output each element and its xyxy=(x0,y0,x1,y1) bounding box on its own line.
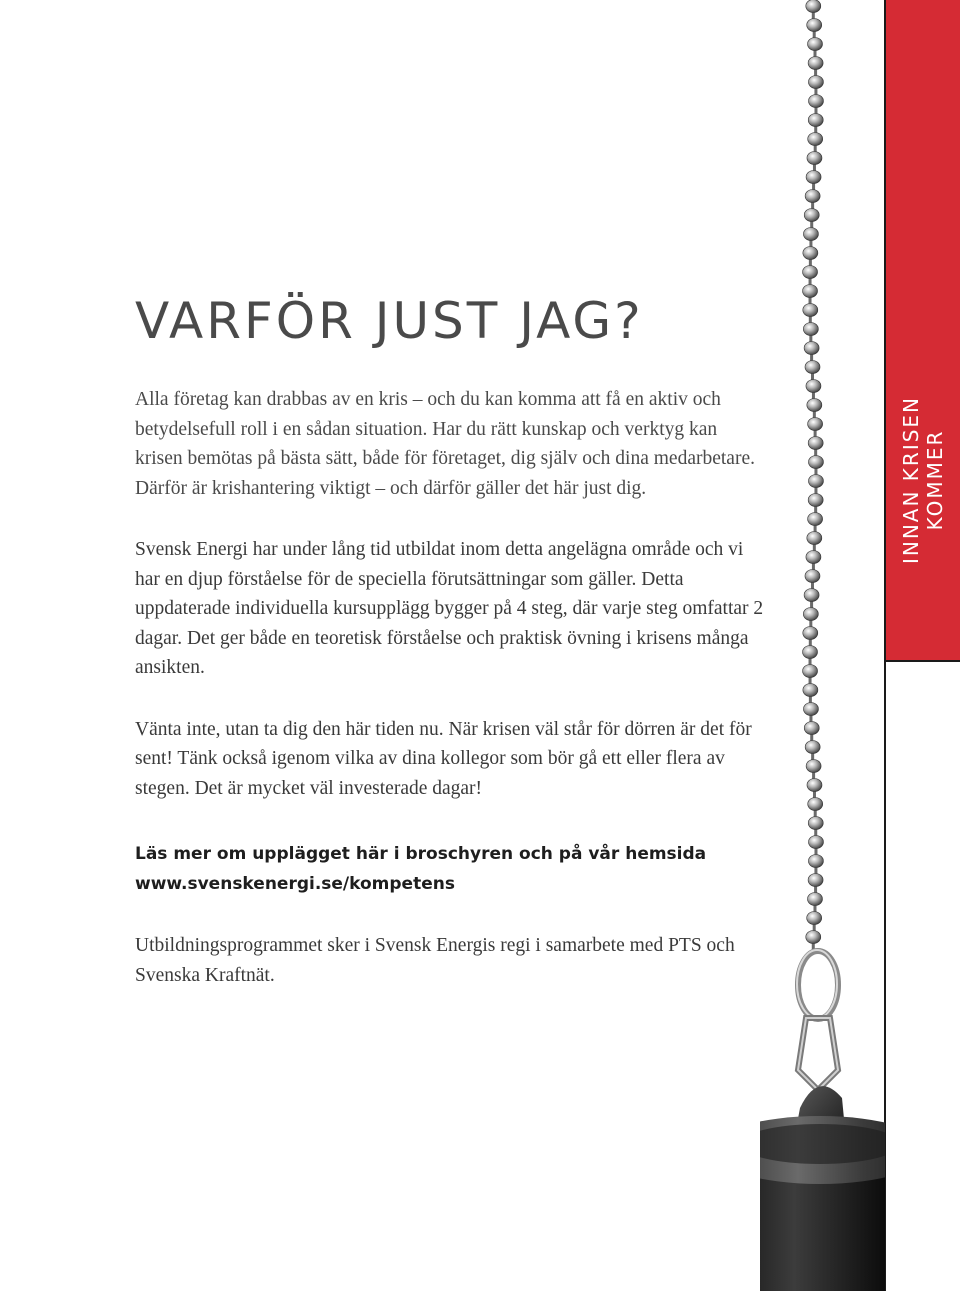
vanta-inte-paragraph: Vänta inte, utan ta dig den här tiden nu. När krisen väl står för dörren är det för sent! Tänk också igenom vilka av dina kollegor som bör gå ett eller flera av stegen. Det är mycket väl investerade dagar! xyxy=(135,718,752,799)
section-tab-line2: KOMMER xyxy=(923,429,947,531)
read-more-block xyxy=(135,839,765,899)
program-paragraph: Utbildningsprogrammet sker i Svensk Energis regi i samarbete med PTS och Svenska Kraftnät. xyxy=(135,935,735,986)
section-tab-line1: INNAN KRISEN xyxy=(899,395,923,565)
section-tab xyxy=(886,0,960,662)
bath-plug-chain-icon xyxy=(760,0,885,1291)
chain-beads xyxy=(803,0,824,952)
section-tab-label xyxy=(899,396,947,564)
svensk-energi-paragraph: Svensk Energi har under lång tid utbildat inom detta angelägna område och vi har en djup förståelse för de speciella förutsättningar som gäller. Detta uppdaterade individuella kursupplägg bygger på 4 steg, där varje steg omfattar 2 dagar. Det ger både en teoretisk förståelse och praktisk övning i krisens många ansikten. xyxy=(135,539,764,678)
body-text xyxy=(135,385,765,990)
intro-paragraph: Alla företag kan drabbas av en kris – och du kan komma att få en aktiv och betydelsefull roll i en sådan situation. Har du rätt kunskap och verktyg kan krisen bemötas på bästa sätt, både för företaget, dig själv och dina medarbetare. Därför är krishantering viktigt – och därför gäller det här just dig. xyxy=(135,389,755,499)
website-link[interactable]: www.svenskenergi.se/kompetens xyxy=(135,874,455,894)
page-title: VARFÖR JUST JAG? xyxy=(135,292,644,350)
read-more-text: Läs mer om upplägget här i broschyren och på vår hemsida xyxy=(135,844,707,864)
